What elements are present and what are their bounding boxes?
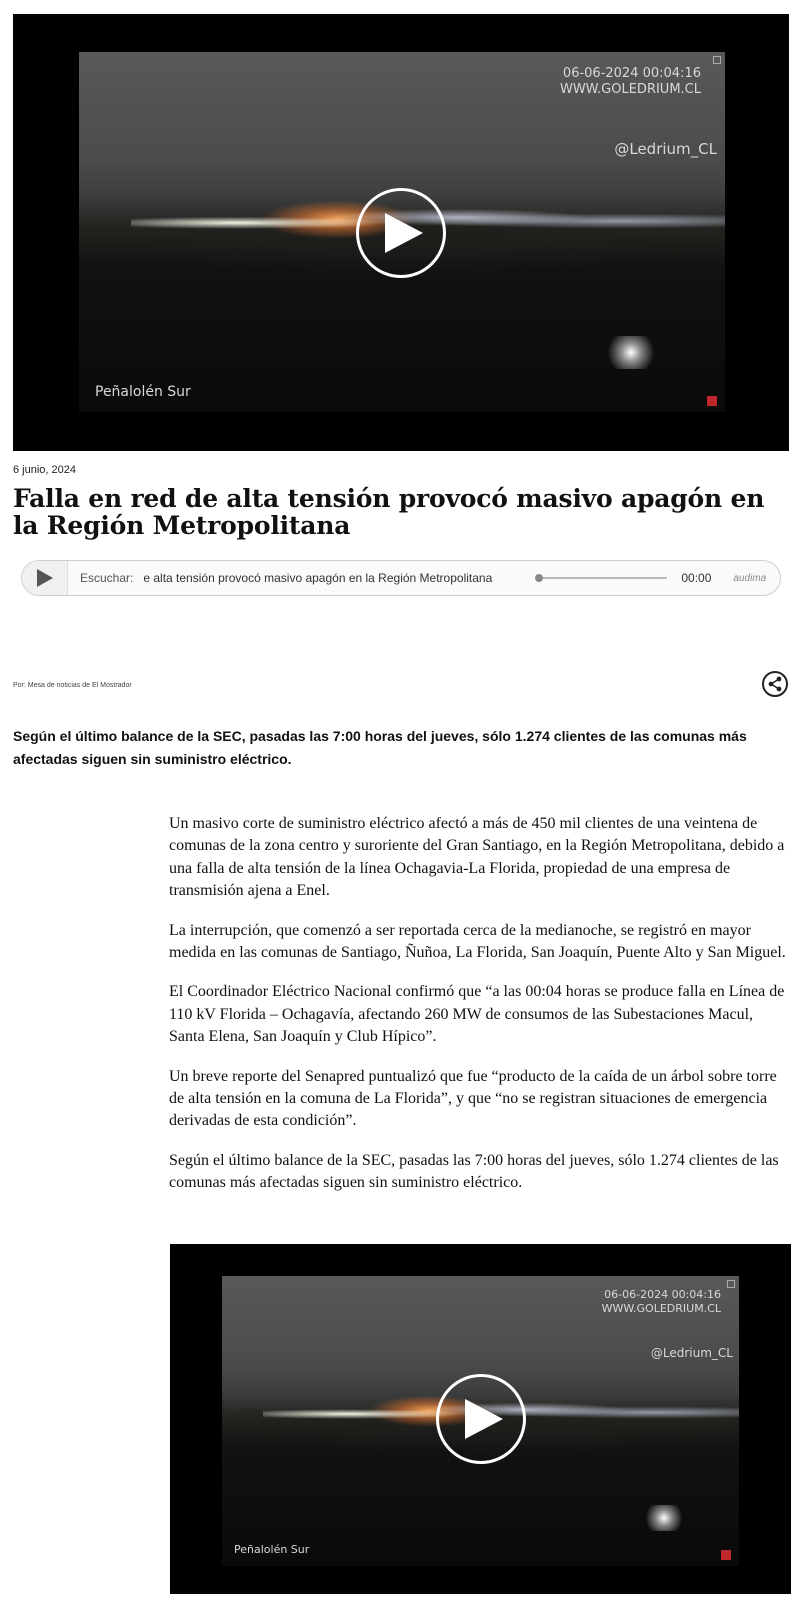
record-indicator-icon bbox=[707, 396, 717, 406]
video-timestamp: 06-06-2024 00:04:16 WWW.GOLEDRIUM.CL bbox=[601, 1288, 721, 1315]
audio-listen-label: Escuchar: bbox=[80, 571, 134, 585]
body-paragraph: Según el último balance de la SEC, pasadas las 7:00 horas del jueves, sólo 1.274 clientes de las comunas más afectadas siguen sin suministro eléctrico. bbox=[169, 1151, 779, 1192]
play-icon bbox=[385, 213, 423, 253]
explosion-flash bbox=[602, 336, 660, 368]
article-date: 6 junio, 2024 bbox=[13, 464, 76, 476]
play-icon bbox=[465, 1399, 503, 1439]
explosion-flash bbox=[641, 1505, 688, 1531]
share-button[interactable] bbox=[762, 671, 788, 697]
audio-brand-logo[interactable]: audima bbox=[733, 572, 767, 584]
body-paragraph: La interrupción, que comenzó a ser reportada cerca de la medianoche, se registró en mayor medida en las comunas de Santiago, Ñuñoa, La Florida, San Joaquín, Puente Alto y San Miguel. bbox=[169, 921, 786, 962]
video-watermark: @Ledrium_CL bbox=[650, 1346, 733, 1360]
article-lead: Según el último balance de la SEC, pasadas las 7:00 horas del jueves, sólo 1.274 clientes de las comunas más afectadas siguen sin suministro eléctrico. bbox=[13, 728, 747, 767]
record-indicator-icon bbox=[721, 1550, 731, 1560]
body-paragraph: Un masivo corte de suministro eléctrico afectó a más de 450 mil clientes de una veintena de comunas de la zona centro y suroriente del Gran Santiago, en la Región Metropolitana, debido a una falla de alta tensión de la línea Ochagavia-La Florida, propiedad de una empresa de transmisión ajena a Enel. bbox=[169, 815, 785, 900]
article-byline[interactable]: Por: Mesa de noticias de El Mostrador bbox=[13, 682, 132, 689]
audio-player bbox=[21, 560, 781, 596]
inline-video-player[interactable] bbox=[170, 1244, 791, 1594]
audio-progress-bar[interactable] bbox=[539, 577, 667, 579]
camera-corner-icon bbox=[727, 1280, 735, 1288]
play-icon bbox=[37, 569, 53, 587]
audio-play-button[interactable] bbox=[22, 561, 68, 595]
body-paragraph: El Coordinador Eléctrico Nacional confirmó que “a las 00:04 horas se produce falla en Línea de 110 kV Florida – Ochagavía, afectando 260 MW de consumos de las Subestaciones Macul, Santa Elena, San Joaquín y Club Hípico”. bbox=[169, 983, 785, 1046]
video-play-button[interactable] bbox=[356, 188, 446, 278]
main-video-player[interactable] bbox=[13, 14, 789, 451]
video-location-label: Peñalolén Sur bbox=[95, 384, 191, 400]
article-headline: Falla en red de alta tensión provocó masivo apagón en la Región Metropolitana bbox=[13, 484, 765, 540]
audio-track-title: e alta tensión provocó masivo apagón en la Región Metropolitana bbox=[143, 571, 493, 585]
video-timestamp: 06-06-2024 00:04:16 WWW.GOLEDRIUM.CL bbox=[559, 66, 701, 97]
share-icon bbox=[767, 676, 783, 692]
camera-corner-icon bbox=[713, 56, 721, 64]
article-body bbox=[169, 813, 791, 1212]
video-location-label: Peñalolén Sur bbox=[234, 1543, 310, 1556]
audio-progress-knob[interactable] bbox=[535, 574, 543, 582]
video-watermark: @Ledrium_CL bbox=[614, 140, 717, 158]
body-paragraph: Un breve reporte del Senapred puntualizó que fue “producto de la caída de un árbol sobre torre de alta tensión en la comuna de La Florida”, y que “no se registran situaciones de emergencia derivadas de esta condición”. bbox=[169, 1067, 777, 1130]
video-play-button[interactable] bbox=[436, 1374, 526, 1464]
audio-time: 00:00 bbox=[681, 571, 712, 585]
